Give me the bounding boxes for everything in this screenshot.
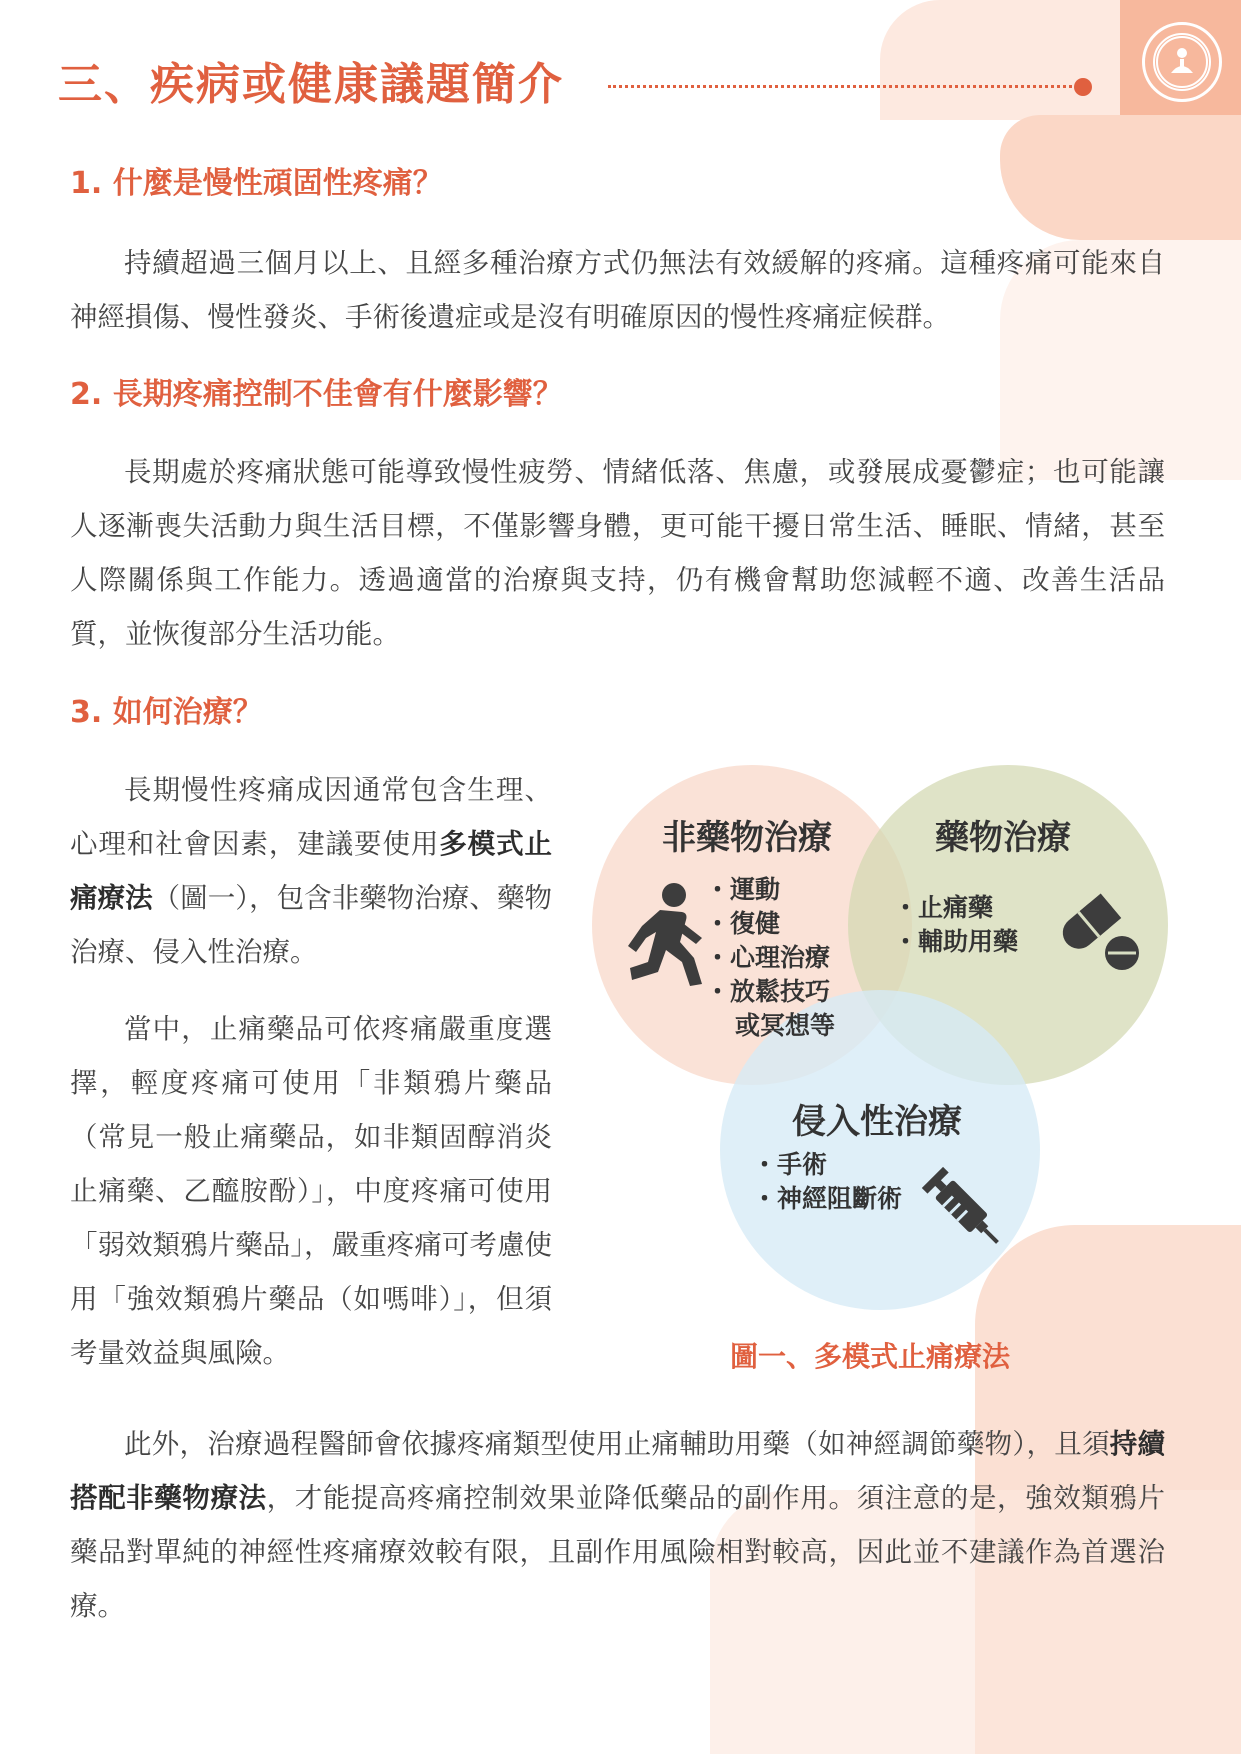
list-item: ・ 復健 bbox=[705, 907, 835, 941]
paragraph-3a-bold: 多模式止痛療法 bbox=[70, 828, 552, 914]
title-dot bbox=[1074, 78, 1092, 96]
page-title: 三、疾病或健康議題簡介 bbox=[58, 59, 564, 110]
paragraph-3a-text: 長期慢性疼痛成因通常包含生理、心理和社會因素，建議要使用 bbox=[70, 774, 552, 860]
hospital-logo-icon bbox=[1142, 22, 1222, 102]
paragraph-3a-tail: （圖一），包含非藥物治療、藥物治療、侵入性治療。 bbox=[70, 882, 553, 968]
non-drug-title: 非藥物治療 bbox=[662, 818, 832, 858]
paragraph-2: 長期處於疼痛狀態可能導致慢性疲勞、情緒低落、焦慮，或發展成憂鬱症；也可能讓人逐漸喪失活動力與生活目標，不僅影響身體，更可能干擾日常生活、睡眠、情緒，甚至人際關係與工作能力。透過適當的治療與支持，仍有機會幫助您減輕不適、改善生活品質，並恢復部分生活功能。 bbox=[70, 456, 1165, 650]
paragraph-3b: 當中，止痛藥品可依疼痛嚴重度選擇，輕度疼痛可使用「非類鴉片藥品（常見一般止痛藥品，如非類固醇消炎止痛藥、乙醯胺酚）」，中度疼痛可使用「弱效類鴉片藥品」，嚴重疼痛可考慮使用「強效類鴉片藥品（如嗎啡）」，但須考量效益與風險。 bbox=[70, 1013, 552, 1369]
running-person-icon bbox=[622, 880, 712, 995]
list-item: ・ 運動 bbox=[705, 873, 835, 907]
drug-title: 藥物治療 bbox=[935, 818, 1071, 858]
invasive-list bbox=[752, 1148, 902, 1216]
list-item: ・ 止痛藥 bbox=[893, 891, 1018, 925]
syringe-icon bbox=[905, 1150, 1015, 1260]
question-1: 1. 什麼是慢性頑固性疼痛？ bbox=[70, 166, 443, 201]
list-item: ・ 神經阻斷術 bbox=[752, 1182, 902, 1216]
pills-icon bbox=[1050, 885, 1150, 985]
list-item: ・ 輔助用藥 bbox=[893, 925, 1018, 959]
list-item: ・ 手術 bbox=[752, 1148, 902, 1182]
question-3: 3. 如何治療？ bbox=[70, 695, 263, 730]
paragraph-3c-text: 此外，治療過程醫師會依據疼痛類型使用止痛輔助用藥（如神經調節藥物），且須 bbox=[124, 1428, 1110, 1460]
figure-caption: 圖一、多模式止痛療法 bbox=[730, 1340, 1011, 1373]
logo-figure-icon bbox=[1155, 35, 1209, 89]
question-2: 2. 長期疼痛控制不佳會有什麼影響？ bbox=[70, 377, 563, 412]
list-item-continued: 或冥想等 bbox=[735, 1011, 836, 1040]
paragraph-3c-tail: ，才能提高疼痛控制效果並降低藥品的副作用。須注意的是，強效類鴉片藥品對單純的神經性疼痛療效較有限，且副作用風險相對較高，因此並不建議作為首選治療。 bbox=[70, 1482, 1166, 1622]
title-dotted-line bbox=[608, 85, 1078, 88]
paragraph-3a bbox=[70, 763, 552, 979]
paragraph-1: 持續超過三個月以上、且經多種治療方式仍無法有效緩解的疼痛。這種疼痛可能來自神經損傷、慢性發炎、手術後遺症或是沒有明確原因的慢性疼痛症候群。 bbox=[70, 247, 1165, 333]
list-item: ・ 心理治療 bbox=[705, 941, 835, 975]
logo-ring bbox=[1153, 33, 1211, 91]
invasive-title: 侵入性治療 bbox=[792, 1102, 962, 1142]
paragraph-3c bbox=[70, 1417, 1165, 1633]
drug-list bbox=[893, 891, 1018, 959]
non-drug-list bbox=[705, 873, 835, 1043]
paragraph-3c-bold: 持續搭配非藥物療法 bbox=[70, 1428, 1165, 1514]
list-item: ・ 放鬆技巧 bbox=[705, 975, 835, 1009]
